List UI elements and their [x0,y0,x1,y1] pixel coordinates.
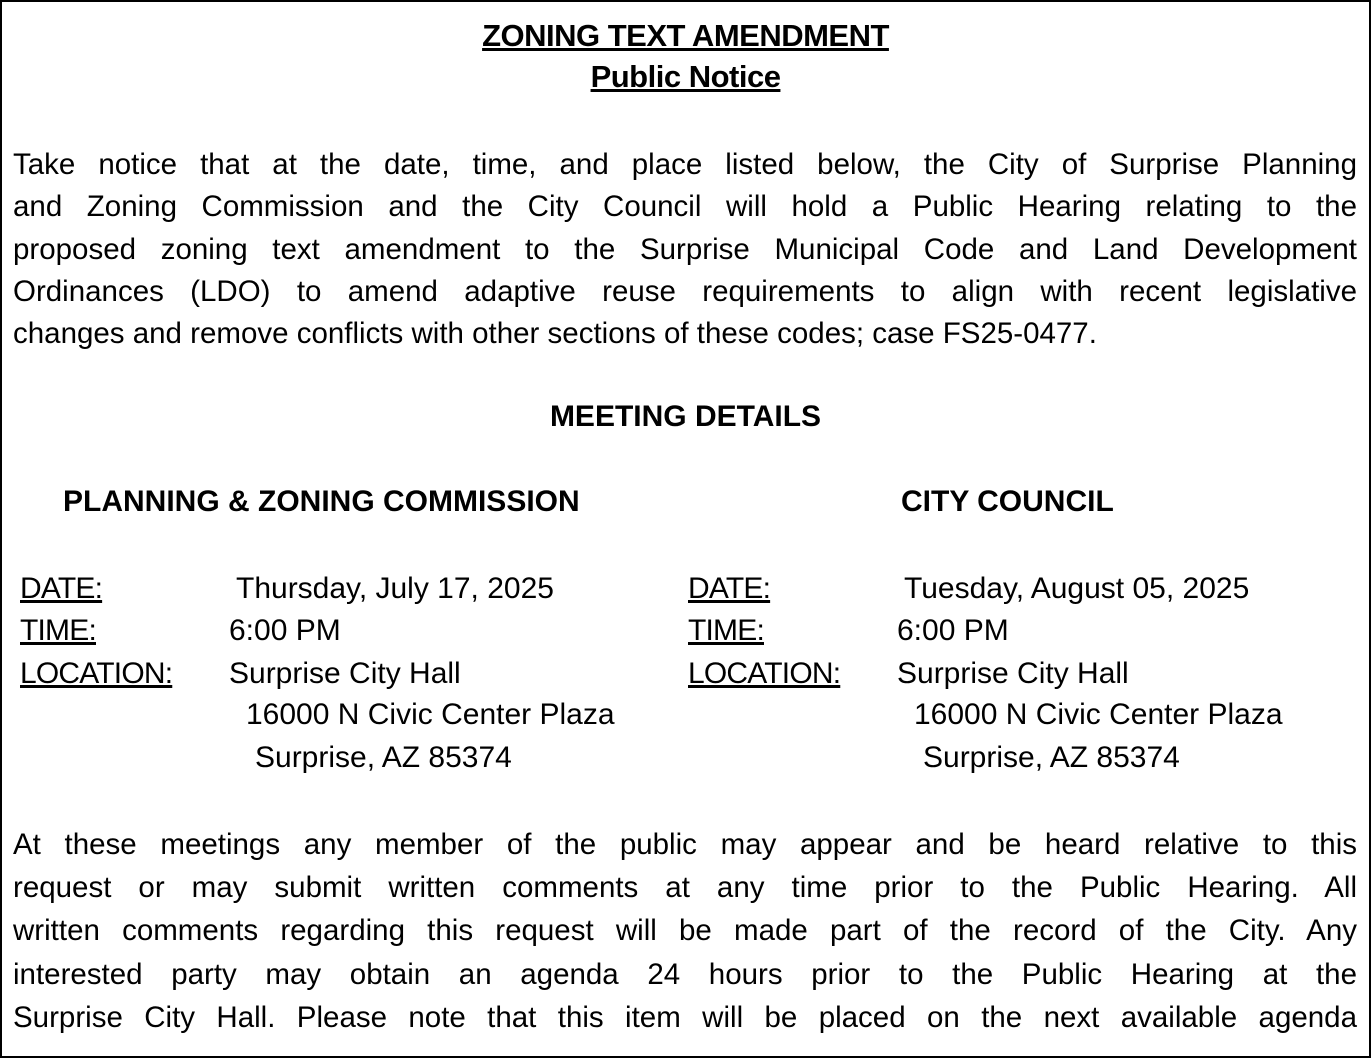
cc-address-line2: Surprise, AZ 85374 [923,741,1180,774]
city-council-heading: CITY COUNCIL [901,485,1114,518]
closing-line: written comments regarding this request will be made part of the record of the City. Any [13,914,1357,948]
notice-title: ZONING TEXT AMENDMENT [482,18,889,53]
intro-line: and Zoning Commission and the City Council will hold a Public Hearing relating to the [13,190,1357,224]
intro-line: proposed zoning text amendment to the Surprise Municipal Code and Land Development [13,232,1357,266]
cc-time-value: 6:00 PM [897,614,1009,647]
pz-address-line1: 16000 N Civic Center Plaza [246,698,615,731]
meeting-details-heading: MEETING DETAILS [549,400,822,433]
pz-date-label: DATE: [20,572,103,605]
pz-address-line2: Surprise, AZ 85374 [255,741,512,774]
closing-paragraph [13,823,1357,1039]
intro-line: changes and remove conflicts with other sections of these codes; case FS25-0477. [13,317,1097,351]
cc-address-line1: 16000 N Civic Center Plaza [914,698,1283,731]
cc-date-label: DATE: [688,572,771,605]
cc-time-label: TIME: [688,614,764,647]
cc-location-name: Surprise City Hall [897,657,1129,690]
intro-line: Ordinances (LDO) to amend adaptive reuse requirements to align with recent legislative [13,274,1357,308]
closing-line: interested party may obtain an agenda 24 hours prior to the Public Hearing at the [13,957,1357,991]
closing-line: Surprise City Hall. Please note that this item will be placed on the next available agenda [13,1000,1357,1034]
closing-line: request or may submit written comments at any time prior to the Public Hearing. All [13,871,1357,905]
pz-time-label: TIME: [20,614,96,647]
pz-location-name: Surprise City Hall [229,657,461,690]
pz-time-value: 6:00 PM [229,614,341,647]
cc-date-value: Tuesday, August 05, 2025 [904,572,1250,605]
pz-date-value: Thursday, July 17, 2025 [236,572,554,605]
closing-line: At these meetings any member of the public may appear and be heard relative to this [13,828,1357,861]
intro-line: Take notice that at the date, time, and place listed below, the City of Surprise Planning [13,148,1357,181]
intro-paragraph [13,144,1357,355]
pz-commission-heading: PLANNING & ZONING COMMISSION [63,485,580,518]
notice-subtitle: Public Notice [590,59,781,94]
pz-location-label: LOCATION: [20,657,173,690]
cc-location-label: LOCATION: [688,657,841,690]
